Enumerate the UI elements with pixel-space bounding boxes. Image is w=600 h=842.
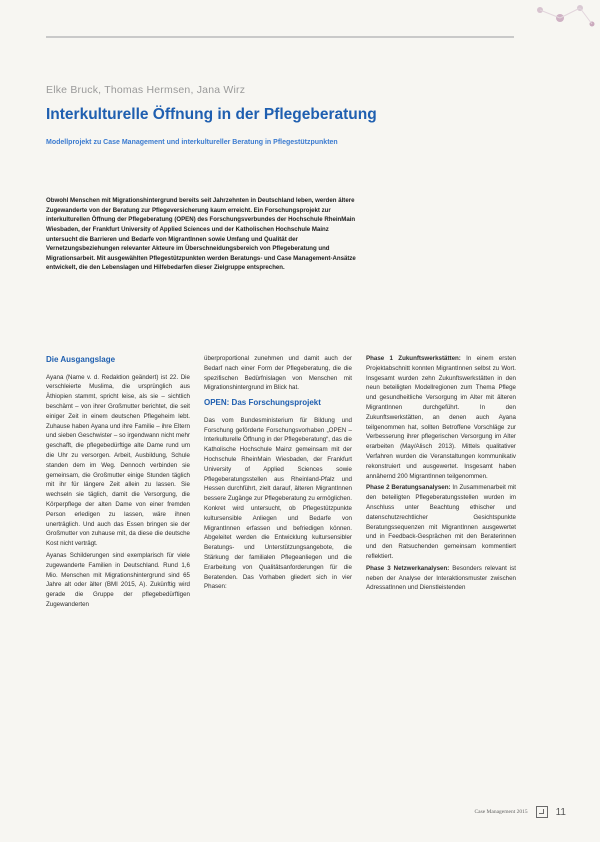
column-3 xyxy=(366,354,516,595)
abstract: Obwohl Menschen mit Migrationshintergrund bereits seit Jahrzehnten in Deutschland leben, werden ältere Zugewanderte von der Beratung zur Pflegeversicherung kaum erreicht. Ein Forschungsprojekt zur interkulturellen Öffnung der Pflegeberatung (OPEN) des Forschungsverbundes der Hochschule RheinMain Wiesbaden, der Frankfurt University of Applied Sciences und der Katholischen Hochschule Mainz untersucht die Barrieren und Bedarfe von MigrantInnen sowie Umfang und Qualität der Vernetzungsbeziehungen relevanter Akteure im Überschneidungsbereich von Pflegeberatung und Migrationsarbeit. Mit ausgewählten Pflegestützpunkten werden Beratungs- und Case Management-Ansätze entwickelt, die den Lebenslagen und Hilfebedarfen dieser Zielgruppe entsprechen. xyxy=(46,197,356,272)
page-corner-icon xyxy=(536,806,548,818)
phase-1-paragraph xyxy=(366,354,516,481)
paragraph: überproportional zunehmen und damit auch der Bedarf nach einer Form der Pflegeberatung, die die spezifischen Bedürfnislagen von Menschen mit Migrationshintergrund im Blick hat. xyxy=(204,355,352,392)
paragraph: Ayana (Name v. d. Redaktion geändert) ist 22. Die verschleierte Muslima, die ursprünglich aus Äthiopien stammt, spricht leise, als sie – sichtlich beschämt – von ihrer Großmutter berichtet, die seit einiger Zeit in einem deutschen Pflegeheim lebt. Zuhause haben Ayana und ihre Familie – ihre Eltern und sieben Geschwister – so irgendwann nicht mehr geschafft, die pflegebedürftige alte Dame rund um die Uhr zu versorgen. Arbeit, Ausbildung, Schule standen dem im Weg. Dennoch verbinden sie gemeinsam, die Großmutter einige Stunden täglich mit ihr für längere Zeit allein zu lassen. Sie wechseln sie täglich, damit die Versorgung, die Körperpflege der alten Dame von einer fremden Person erledigen zu lassen, wäre ihnen unerträglich. Und auch das Essen bringen sie der Großmutter von zuhause mit, da diese die deutsche Kost nicht verträgt. xyxy=(46,373,190,548)
column-1 xyxy=(46,354,190,612)
phase-2-paragraph xyxy=(366,483,516,561)
corner-decoration xyxy=(510,0,600,34)
phase-1-lead: Phase 1 Zukunftswerkstätten: xyxy=(366,355,461,362)
phase-1-text: In einem ersten Projektabschnitt konnten MigrantInnen selbst zu Wort. Insgesamt wurden zehn Zukunftswerkstätten in den neun beteiligten Modellregionen zum Thema Pflege und gesundheitliche Versorgung im Alter mit älteren MigrantInnen durchgeführt. In den Zukunftswerkstätten, an denen auch Ayana teilgenommen hat, sollten Betroffene Vorschläge zur Verbesserung ihrer pflegerischen Versorgung im Alter erarbeiten (May/Alisch 2013). Mittels qualitativer Verfahren wurden die Veranstaltungen kommunikativ rekonstruiert und ausgewertet. Insgesamt haben annähernd 200 MigrantInnen teilgenommen. xyxy=(366,355,516,480)
phase-3-lead: Phase 3 Netzwerkanalysen: xyxy=(366,564,450,572)
page-footer xyxy=(474,806,566,818)
phase-3-text: Besonders relevant ist neben der Analyse der Interaktionsmuster zwischen AdressatInnen und Dienstleistenden xyxy=(366,564,516,592)
section-heading-ausgangslage: Die Ausgangslage xyxy=(46,355,116,364)
column-2 xyxy=(204,354,352,594)
article-title: Interkulturelle Öffnung in der Pflegeberatung xyxy=(46,106,377,123)
authors: Elke Bruck, Thomas Hermsen, Jana Wirz xyxy=(46,84,246,96)
paragraph: Ayanas Schilderungen sind exemplarisch für viele zugewanderte Familien in Deutschland. Rund 1,6 Mio. Menschen mit Migrationshintergrund sind 65 Jahre alt oder älter (BMI 2015, A). Zukünftig wird gerade die Gruppe der pflegebedürftigen Zugewanderten xyxy=(46,551,190,608)
article-subtitle: Modellprojekt zu Case Management und interkultureller Beratung in Pflegestützpunkten xyxy=(46,139,338,146)
phase-2-lead: Phase 2 Beratungsanalysen: xyxy=(366,484,451,492)
section-heading-open: OPEN: Das Forschungsprojekt xyxy=(204,398,321,408)
page-number: 11 xyxy=(555,806,566,818)
phase-2-text: In Zusammenarbeit mit den beteiligten Pflegeberatungsstellen wurden im Anschluss unter Beachtung ethischer und datenschutzrechtlicher Gesichtspunkte Beratungssequenzen mit MigrantInnen ausgewertet und in Feedback-Gesprächen mit den Beraterinnen und den Ratsuchenden gemeinsam kommentiert reflektiert. xyxy=(366,484,516,560)
paragraph: Das vom Bundesministerium für Bildung und Forschung geförderte Forschungsvorhaben „OPEN – Interkulturelle Öffnung in der Pflegeberatung“, das die Katholische Hochschule Mainz gemeinsam mit der Hochschule RheinMain Wiesbaden, der Frankfurt University of Applied Sciences sowie Pflegeberatungsstellen aus Rheinland-Pfalz und Hessen durchführt, zielt darauf, älteren MigrantInnen bessere Zugänge zur Pflegeberatung zu ermöglichen. Konkret wird untersucht, ob Pflegestützpunkte kultursensible Anliegen und Bedarfe von MigrantInnen erfassen und befriedigen können. Abgeleitet werden die Entwicklung kultursensibler Beratungs- und Unterstützungsangebote, die Stärkung der familialen Pflegeanliegen und die Erarbeitung von Qualitätsanforderungen für die Beratenden. Das Vorhaben gliedert sich in vier Phasen: xyxy=(204,416,352,591)
journal-name: Case Management 2015 xyxy=(474,809,528,815)
top-rule xyxy=(46,36,514,38)
phase-3-paragraph xyxy=(366,564,516,593)
